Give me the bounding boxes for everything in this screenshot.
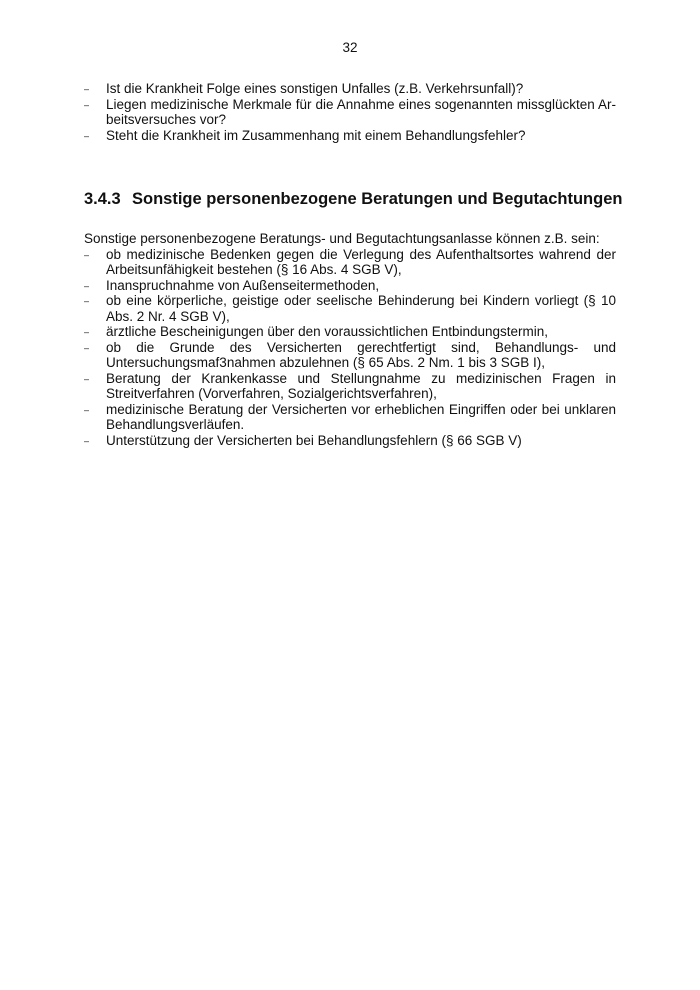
list-item-text: ob medizinische Bedenken gegen die Verlegung des Aufenthaltsortes wahrend der Arbeitsunfähigkeit bestehen (§ 16 Abs. 4 SGB V), bbox=[106, 246, 616, 277]
dash-bullet: – bbox=[84, 249, 90, 260]
consultation-list bbox=[84, 247, 616, 449]
dash-bullet: – bbox=[84, 373, 90, 384]
dash-bullet: – bbox=[84, 99, 90, 110]
top-question-list bbox=[84, 81, 616, 143]
dash-bullet: – bbox=[84, 84, 90, 94]
list-item-text: Inanspruchnahme von Außenseitermethoden, bbox=[106, 277, 380, 293]
list-item-text: medizinische Beratung der Versicherten vor erheblichen Eingriffen oder bei unklaren Behandlungsverläufen. bbox=[106, 401, 616, 432]
section-title: Sonstige personenbezogene Beratungen und Begutachtungen bbox=[132, 190, 623, 208]
dash-bullet: – bbox=[84, 280, 90, 291]
section-heading bbox=[84, 189, 623, 209]
dash-bullet: – bbox=[84, 404, 90, 415]
list-item bbox=[84, 371, 616, 402]
list-item-text: ob eine körperliche, geistige oder seelische Behinderung bei Kindern vorliegt (§ 10 Abs. 2 Nr. 4 SGB V), bbox=[106, 293, 616, 324]
dash-bullet: – bbox=[84, 435, 90, 446]
list-item-text: Liegen medizinische Merkmale für die Annahme eines sogenannten missglückten Arbeitsversuches vor? bbox=[106, 96, 616, 127]
dash-bullet: – bbox=[84, 327, 90, 337]
dash-bullet: – bbox=[84, 130, 90, 141]
dash-bullet: – bbox=[84, 342, 90, 353]
list-item-text: Steht die Krankheit im Zusammenhang mit einem Behandlungsfehler? bbox=[106, 127, 526, 143]
list-item bbox=[84, 293, 616, 324]
list-item-text: Ist die Krankheit Folge eines sonstigen Unfalles (z.B. Verkehrsunfall)? bbox=[106, 81, 524, 96]
list-item bbox=[84, 433, 616, 449]
list-item bbox=[84, 402, 616, 433]
list-item bbox=[84, 278, 616, 294]
list-item-text: Beratung der Krankenkasse und Stellungnahme zu medizinischen Fragen in Streitverfahren (Vorverfahren, Sozialgerichtsverfahren), bbox=[106, 370, 616, 401]
dash-bullet: – bbox=[84, 296, 90, 306]
list-item bbox=[84, 340, 616, 371]
list-item bbox=[84, 247, 616, 278]
list-item-text: Unterstützung der Versicherten bei Behandlungsfehlern (§ 66 SGB V) bbox=[106, 432, 522, 448]
document-body bbox=[84, 81, 623, 448]
section-number: 3.4.3 bbox=[84, 190, 121, 208]
page-number: 32 bbox=[342, 40, 358, 55]
list-item bbox=[84, 128, 616, 144]
list-item-text: ob die Grunde des Versicherten gerechtfertigt sind, Behandlungs- und Untersuchungsmaf3nahmen abzulehnen (§ 65 Abs. 2 Nm. 1 bis 3 SGB I), bbox=[106, 339, 616, 370]
intro-paragraph: Sonstige personenbezogene Beratungs- und Begutachtungsanlasse können z.B. sein: bbox=[84, 231, 600, 246]
list-item bbox=[84, 324, 616, 340]
list-item-text: ärztliche Bescheinigungen über den voraussichtlichen Entbindungstermin, bbox=[106, 324, 549, 339]
list-item bbox=[84, 97, 616, 128]
list-item bbox=[84, 81, 616, 97]
